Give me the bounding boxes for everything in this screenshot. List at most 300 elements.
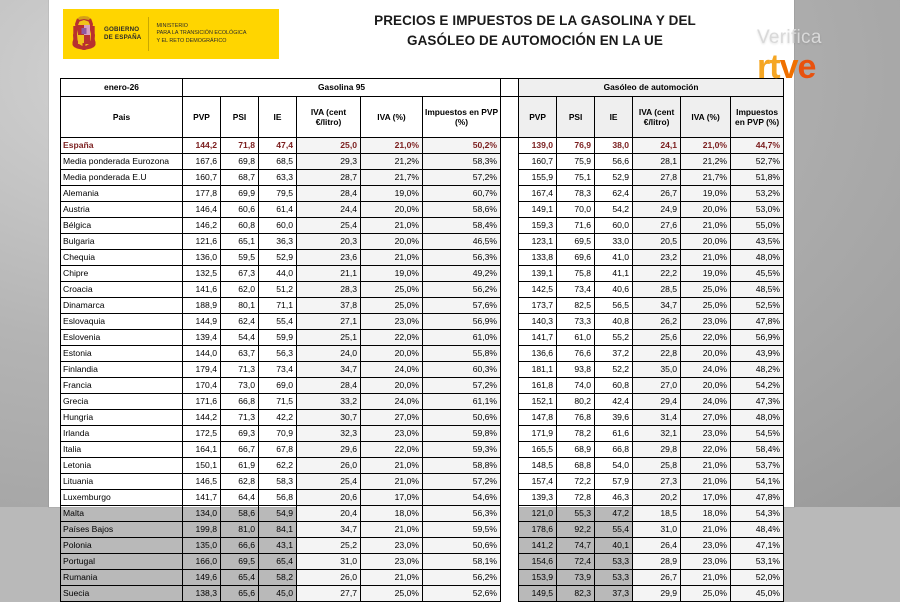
cell-gasolina-0: 150,1 <box>183 458 221 474</box>
cell-gasoleo-2: 33,0 <box>595 234 633 250</box>
table-row <box>61 522 784 538</box>
cell-country: Dinamarca <box>61 298 183 314</box>
cell-spacer <box>501 570 519 586</box>
cell-gasolina-3: 28,4 <box>297 378 361 394</box>
cell-gasolina-5: 57,2% <box>423 378 501 394</box>
cell-gasolina-1: 69,9 <box>221 186 259 202</box>
logo-text <box>104 9 246 59</box>
col-header-gasolina-ie: IE <box>259 97 297 138</box>
table-row <box>61 538 784 554</box>
cell-gasoleo-0: 139,1 <box>519 266 557 282</box>
cell-gasolina-0: 170,4 <box>183 378 221 394</box>
cell-gasolina-2: 79,5 <box>259 186 297 202</box>
cell-gasoleo-4: 22,0% <box>681 442 731 458</box>
cell-spacer <box>501 314 519 330</box>
cell-spacer <box>501 170 519 186</box>
cell-gasoleo-1: 78,3 <box>557 186 595 202</box>
cell-gasoleo-2: 40,6 <box>595 282 633 298</box>
cell-gasolina-2: 44,0 <box>259 266 297 282</box>
cell-country: Malta <box>61 506 183 522</box>
cell-gasolina-3: 25,4 <box>297 474 361 490</box>
cell-gasoleo-5: 47,3% <box>731 394 784 410</box>
cell-gasoleo-3: 29,4 <box>633 394 681 410</box>
cell-country: Bulgaria <box>61 234 183 250</box>
cell-gasoleo-3: 23,2 <box>633 250 681 266</box>
table-row <box>61 362 784 378</box>
watermark-verifica-label: Verifica <box>757 27 822 48</box>
cell-gasoleo-5: 53,2% <box>731 186 784 202</box>
cell-gasolina-2: 71,1 <box>259 298 297 314</box>
col-header-gasolina-iva-pct: IVA (%) <box>361 97 423 138</box>
page-title-line1: PRECIOS E IMPUESTOS DE LA GASOLINA Y DEL <box>374 13 696 28</box>
cell-gasoleo-2: 41,0 <box>595 250 633 266</box>
table-row <box>61 474 784 490</box>
cell-spacer <box>501 330 519 346</box>
cell-gasolina-1: 61,9 <box>221 458 259 474</box>
cell-gasoleo-5: 48,0% <box>731 410 784 426</box>
cell-country: Media ponderada E.U <box>61 170 183 186</box>
cell-gasolina-0: 149,6 <box>183 570 221 586</box>
cell-gasoleo-3: 24,9 <box>633 202 681 218</box>
column-spacer <box>501 97 519 138</box>
cell-gasoleo-0: 133,8 <box>519 250 557 266</box>
table-row <box>61 234 784 250</box>
cell-gasoleo-4: 21,2% <box>681 154 731 170</box>
cell-gasoleo-4: 21,7% <box>681 170 731 186</box>
cell-gasolina-2: 42,2 <box>259 410 297 426</box>
cell-gasoleo-3: 20,2 <box>633 490 681 506</box>
cell-gasoleo-5: 53,7% <box>731 458 784 474</box>
cell-gasolina-3: 28,3 <box>297 282 361 298</box>
cell-gasolina-2: 73,4 <box>259 362 297 378</box>
cell-gasolina-5: 57,2% <box>423 170 501 186</box>
cell-gasoleo-2: 62,4 <box>595 186 633 202</box>
col-header-gasoleo-psi: PSI <box>557 97 595 138</box>
cell-spacer <box>501 282 519 298</box>
spain-coat-of-arms-icon <box>71 16 97 52</box>
page-title <box>285 11 785 51</box>
cell-gasolina-0: 172,5 <box>183 426 221 442</box>
cell-gasoleo-0: 157,4 <box>519 474 557 490</box>
cell-gasolina-2: 58,3 <box>259 474 297 490</box>
cell-gasolina-4: 25,0% <box>361 586 423 602</box>
col-header-gasoleo-ie: IE <box>595 97 633 138</box>
cell-gasolina-3: 25,0 <box>297 138 361 154</box>
cell-gasoleo-2: 54,2 <box>595 202 633 218</box>
cell-gasolina-3: 24,4 <box>297 202 361 218</box>
cell-gasolina-2: 69,0 <box>259 378 297 394</box>
table-row <box>61 570 784 586</box>
cell-gasolina-2: 61,4 <box>259 202 297 218</box>
cell-gasoleo-3: 27,3 <box>633 474 681 490</box>
cell-gasoleo-5: 48,5% <box>731 282 784 298</box>
cell-country: Austria <box>61 202 183 218</box>
cell-gasolina-1: 62,0 <box>221 282 259 298</box>
cell-gasoleo-5: 55,0% <box>731 218 784 234</box>
table-row <box>61 266 784 282</box>
cell-gasolina-1: 54,4 <box>221 330 259 346</box>
cell-gasolina-2: 54,9 <box>259 506 297 522</box>
cell-gasolina-2: 58,2 <box>259 570 297 586</box>
cell-gasolina-3: 29,6 <box>297 442 361 458</box>
cell-gasoleo-1: 61,0 <box>557 330 595 346</box>
table-row <box>61 458 784 474</box>
cell-country: Suecia <box>61 586 183 602</box>
cell-gasolina-3: 37,8 <box>297 298 361 314</box>
cell-gasolina-2: 84,1 <box>259 522 297 538</box>
cell-gasolina-0: 188,9 <box>183 298 221 314</box>
col-header-gasolina-iva-cent: IVA (cent €/litro) <box>297 97 361 138</box>
cell-spacer <box>501 426 519 442</box>
cell-gasolina-4: 21,0% <box>361 522 423 538</box>
table-group-header-row <box>61 79 784 97</box>
cell-spacer <box>501 218 519 234</box>
cell-gasolina-4: 25,0% <box>361 298 423 314</box>
cell-gasolina-1: 66,7 <box>221 442 259 458</box>
cell-gasoleo-4: 20,0% <box>681 234 731 250</box>
cell-gasolina-3: 33,2 <box>297 394 361 410</box>
table-row <box>61 314 784 330</box>
cell-gasoleo-2: 55,2 <box>595 330 633 346</box>
cell-gasoleo-3: 26,7 <box>633 570 681 586</box>
cell-gasoleo-0: 173,7 <box>519 298 557 314</box>
cell-gasoleo-5: 56,9% <box>731 330 784 346</box>
cell-gasoleo-3: 26,4 <box>633 538 681 554</box>
cell-gasolina-1: 62,8 <box>221 474 259 490</box>
cell-gasoleo-0: 139,3 <box>519 490 557 506</box>
cell-gasoleo-1: 75,8 <box>557 266 595 282</box>
cell-gasoleo-0: 141,2 <box>519 538 557 554</box>
cell-gasolina-0: 199,8 <box>183 522 221 538</box>
table-row <box>61 218 784 234</box>
cell-gasolina-5: 59,5% <box>423 522 501 538</box>
table-row <box>61 586 784 602</box>
cell-country: Grecia <box>61 394 183 410</box>
period-label: enero-26 <box>61 79 183 97</box>
cell-gasolina-4: 20,0% <box>361 346 423 362</box>
cell-gasolina-4: 20,0% <box>361 378 423 394</box>
cell-gasoleo-3: 29,9 <box>633 586 681 602</box>
cell-gasolina-4: 24,0% <box>361 362 423 378</box>
cell-country: Portugal <box>61 554 183 570</box>
cell-gasolina-1: 80,1 <box>221 298 259 314</box>
cell-gasolina-5: 58,4% <box>423 218 501 234</box>
cell-gasoleo-3: 35,0 <box>633 362 681 378</box>
cell-spacer <box>501 362 519 378</box>
cell-gasoleo-2: 56,5 <box>595 298 633 314</box>
cell-gasoleo-5: 58,4% <box>731 442 784 458</box>
col-header-gasolina-pvp: PVP <box>183 97 221 138</box>
cell-gasolina-4: 23,0% <box>361 314 423 330</box>
group-header-gasoleo: Gasóleo de automoción <box>519 79 784 97</box>
cell-country: Rumania <box>61 570 183 586</box>
cell-gasolina-4: 18,0% <box>361 506 423 522</box>
cell-gasolina-3: 27,1 <box>297 314 361 330</box>
cell-gasolina-1: 59,5 <box>221 250 259 266</box>
cell-gasoleo-5: 52,7% <box>731 154 784 170</box>
cell-gasoleo-0: 121,0 <box>519 506 557 522</box>
cell-gasoleo-1: 72,8 <box>557 490 595 506</box>
cell-country: Eslovaquia <box>61 314 183 330</box>
cell-gasolina-2: 52,9 <box>259 250 297 266</box>
cell-gasoleo-2: 47,2 <box>595 506 633 522</box>
cell-gasolina-0: 141,6 <box>183 282 221 298</box>
cell-gasoleo-1: 76,8 <box>557 410 595 426</box>
table-row <box>61 250 784 266</box>
cell-gasolina-0: 167,6 <box>183 154 221 170</box>
cell-gasolina-3: 25,4 <box>297 218 361 234</box>
cell-gasolina-4: 19,0% <box>361 266 423 282</box>
cell-gasoleo-3: 31,4 <box>633 410 681 426</box>
cell-country: Italia <box>61 442 183 458</box>
cell-gasoleo-5: 52,5% <box>731 298 784 314</box>
cell-gasoleo-0: 181,1 <box>519 362 557 378</box>
cell-gasolina-2: 60,0 <box>259 218 297 234</box>
cell-gasolina-4: 21,0% <box>361 218 423 234</box>
cell-country: Bélgica <box>61 218 183 234</box>
cell-gasoleo-5: 48,4% <box>731 522 784 538</box>
cell-gasoleo-2: 40,8 <box>595 314 633 330</box>
cell-gasolina-1: 71,3 <box>221 410 259 426</box>
cell-gasolina-3: 26,0 <box>297 458 361 474</box>
cell-gasolina-5: 57,6% <box>423 298 501 314</box>
cell-gasolina-0: 141,7 <box>183 490 221 506</box>
cell-spacer <box>501 266 519 282</box>
cell-gasoleo-5: 47,8% <box>731 314 784 330</box>
cell-spacer <box>501 250 519 266</box>
cell-gasoleo-2: 39,6 <box>595 410 633 426</box>
cell-gasoleo-2: 40,1 <box>595 538 633 554</box>
cell-gasoleo-5: 45,0% <box>731 586 784 602</box>
cell-gasoleo-2: 60,0 <box>595 218 633 234</box>
cell-gasolina-3: 28,4 <box>297 186 361 202</box>
cell-spacer <box>501 522 519 538</box>
cell-gasoleo-1: 76,9 <box>557 138 595 154</box>
cell-gasolina-0: 138,3 <box>183 586 221 602</box>
cell-gasolina-5: 49,2% <box>423 266 501 282</box>
cell-spacer <box>501 186 519 202</box>
cell-gasoleo-4: 25,0% <box>681 298 731 314</box>
cell-gasolina-0: 160,7 <box>183 170 221 186</box>
cell-gasolina-1: 64,4 <box>221 490 259 506</box>
cell-gasoleo-0: 139,0 <box>519 138 557 154</box>
table-row <box>61 442 784 458</box>
cell-gasolina-5: 58,6% <box>423 202 501 218</box>
cell-gasoleo-4: 23,0% <box>681 554 731 570</box>
cell-spacer <box>501 554 519 570</box>
cell-gasolina-5: 57,2% <box>423 474 501 490</box>
cell-gasolina-4: 22,0% <box>361 442 423 458</box>
cell-gasoleo-0: 171,9 <box>519 426 557 442</box>
cell-gasolina-5: 50,6% <box>423 538 501 554</box>
cell-gasoleo-5: 43,5% <box>731 234 784 250</box>
cell-gasolina-3: 30,7 <box>297 410 361 426</box>
cell-gasolina-5: 55,8% <box>423 346 501 362</box>
cell-gasolina-0: 146,4 <box>183 202 221 218</box>
cell-gasoleo-4: 23,0% <box>681 538 731 554</box>
table-row <box>61 490 784 506</box>
cell-gasoleo-0: 165,5 <box>519 442 557 458</box>
cell-gasolina-0: 146,5 <box>183 474 221 490</box>
cell-gasoleo-0: 160,7 <box>519 154 557 170</box>
cell-gasolina-2: 67,8 <box>259 442 297 458</box>
cell-gasoleo-1: 55,3 <box>557 506 595 522</box>
cell-spacer <box>501 154 519 170</box>
cell-gasolina-0: 171,6 <box>183 394 221 410</box>
table-row <box>61 426 784 442</box>
cell-country: Irlanda <box>61 426 183 442</box>
cell-gasolina-3: 32,3 <box>297 426 361 442</box>
cell-gasolina-4: 21,0% <box>361 474 423 490</box>
document-sheet <box>49 0 794 598</box>
cell-gasolina-3: 34,7 <box>297 362 361 378</box>
cell-gasolina-3: 31,0 <box>297 554 361 570</box>
table-row <box>61 330 784 346</box>
cell-gasolina-1: 65,1 <box>221 234 259 250</box>
cell-gasolina-4: 20,0% <box>361 202 423 218</box>
col-header-gasoleo-iva-pct: IVA (%) <box>681 97 731 138</box>
table-row <box>61 410 784 426</box>
cell-gasoleo-4: 20,0% <box>681 202 731 218</box>
cell-gasolina-1: 60,8 <box>221 218 259 234</box>
cell-country: Eslovenia <box>61 330 183 346</box>
cell-spacer <box>501 138 519 154</box>
document-header <box>49 0 794 78</box>
cell-gasoleo-4: 23,0% <box>681 426 731 442</box>
cell-gasoleo-3: 29,8 <box>633 442 681 458</box>
cell-gasoleo-1: 72,2 <box>557 474 595 490</box>
cell-gasolina-0: 136,0 <box>183 250 221 266</box>
table-row <box>61 282 784 298</box>
cell-gasoleo-5: 43,9% <box>731 346 784 362</box>
cell-gasoleo-0: 152,1 <box>519 394 557 410</box>
cell-country: Chequia <box>61 250 183 266</box>
cell-gasoleo-0: 147,8 <box>519 410 557 426</box>
cell-gasoleo-5: 51,8% <box>731 170 784 186</box>
cell-gasoleo-0: 159,3 <box>519 218 557 234</box>
cell-gasoleo-1: 93,8 <box>557 362 595 378</box>
cell-gasoleo-3: 27,8 <box>633 170 681 186</box>
cell-gasolina-2: 68,5 <box>259 154 297 170</box>
cell-gasolina-4: 21,2% <box>361 154 423 170</box>
cell-spacer <box>501 538 519 554</box>
cell-gasoleo-0: 136,6 <box>519 346 557 362</box>
cell-gasoleo-4: 20,0% <box>681 378 731 394</box>
cell-country: Estonia <box>61 346 183 362</box>
cell-gasoleo-1: 71,6 <box>557 218 595 234</box>
cell-gasoleo-3: 25,8 <box>633 458 681 474</box>
watermark-rtve-logo: rtve <box>757 48 816 86</box>
cell-gasoleo-1: 76,6 <box>557 346 595 362</box>
cell-gasoleo-4: 21,0% <box>681 458 731 474</box>
cell-gasoleo-4: 21,0% <box>681 138 731 154</box>
cell-gasolina-5: 60,3% <box>423 362 501 378</box>
cell-gasolina-2: 55,4 <box>259 314 297 330</box>
cell-gasolina-1: 67,3 <box>221 266 259 282</box>
table-row <box>61 554 784 570</box>
cell-gasoleo-0: 161,8 <box>519 378 557 394</box>
cell-gasolina-3: 28,7 <box>297 170 361 186</box>
logo-ministry-name: MINISTERIO PARA LA TRANSICIÓN ECOLÓGICA Y EL RETO DEMOGRÁFICO <box>156 22 247 44</box>
cell-gasoleo-4: 23,0% <box>681 314 731 330</box>
cell-gasolina-5: 56,9% <box>423 314 501 330</box>
cell-gasoleo-4: 21,0% <box>681 522 731 538</box>
cell-gasolina-1: 71,3 <box>221 362 259 378</box>
cell-gasoleo-2: 38,0 <box>595 138 633 154</box>
cell-gasoleo-5: 48,2% <box>731 362 784 378</box>
cell-gasoleo-0: 154,6 <box>519 554 557 570</box>
cell-gasolina-1: 58,6 <box>221 506 259 522</box>
cell-gasoleo-1: 72,4 <box>557 554 595 570</box>
cell-gasolina-4: 24,0% <box>361 394 423 410</box>
cell-gasolina-1: 62,4 <box>221 314 259 330</box>
cell-gasoleo-1: 68,8 <box>557 458 595 474</box>
cell-gasolina-2: 45,0 <box>259 586 297 602</box>
cell-spacer <box>501 378 519 394</box>
cell-gasolina-1: 66,8 <box>221 394 259 410</box>
cell-gasoleo-0: 149,1 <box>519 202 557 218</box>
cell-spacer <box>501 410 519 426</box>
table-row <box>61 506 784 522</box>
cell-gasoleo-4: 21,0% <box>681 570 731 586</box>
cell-gasolina-3: 27,7 <box>297 586 361 602</box>
cell-gasoleo-1: 73,4 <box>557 282 595 298</box>
cell-gasoleo-3: 25,6 <box>633 330 681 346</box>
cell-gasolina-2: 71,5 <box>259 394 297 410</box>
cell-gasolina-1: 65,6 <box>221 586 259 602</box>
cell-gasoleo-3: 22,8 <box>633 346 681 362</box>
cell-gasoleo-1: 75,9 <box>557 154 595 170</box>
cell-gasoleo-4: 19,0% <box>681 186 731 202</box>
cell-gasoleo-2: 37,2 <box>595 346 633 362</box>
cell-gasoleo-0: 153,9 <box>519 570 557 586</box>
cell-gasoleo-4: 25,0% <box>681 586 731 602</box>
cell-gasolina-4: 21,0% <box>361 250 423 266</box>
cell-gasolina-2: 56,8 <box>259 490 297 506</box>
cell-spacer <box>501 506 519 522</box>
cell-gasoleo-1: 73,3 <box>557 314 595 330</box>
cell-gasolina-1: 69,8 <box>221 154 259 170</box>
cell-gasolina-0: 179,4 <box>183 362 221 378</box>
fuel-prices-table <box>60 78 784 602</box>
cell-gasoleo-4: 22,0% <box>681 330 731 346</box>
cell-gasolina-3: 25,2 <box>297 538 361 554</box>
cell-gasoleo-0: 140,3 <box>519 314 557 330</box>
cell-gasoleo-2: 52,9 <box>595 170 633 186</box>
col-header-country: Pais <box>61 97 183 138</box>
cell-gasolina-4: 22,0% <box>361 330 423 346</box>
cell-gasolina-0: 121,6 <box>183 234 221 250</box>
cell-gasolina-3: 20,4 <box>297 506 361 522</box>
group-header-gasolina: Gasolina 95 <box>183 79 501 97</box>
cell-gasolina-0: 177,8 <box>183 186 221 202</box>
cell-country: Croacia <box>61 282 183 298</box>
cell-gasolina-1: 63,7 <box>221 346 259 362</box>
cell-gasolina-3: 20,6 <box>297 490 361 506</box>
cell-gasoleo-3: 20,5 <box>633 234 681 250</box>
logo-government-name: GOBIERNO DE ESPAÑA <box>104 26 142 41</box>
cell-gasolina-5: 58,3% <box>423 154 501 170</box>
cell-gasoleo-0: 155,9 <box>519 170 557 186</box>
cell-gasolina-4: 20,0% <box>361 234 423 250</box>
cell-gasoleo-2: 52,2 <box>595 362 633 378</box>
cell-gasoleo-1: 69,5 <box>557 234 595 250</box>
cell-spacer <box>501 442 519 458</box>
column-spacer <box>501 79 519 97</box>
cell-gasolina-1: 66,6 <box>221 538 259 554</box>
cell-gasoleo-2: 37,3 <box>595 586 633 602</box>
cell-gasolina-3: 34,7 <box>297 522 361 538</box>
